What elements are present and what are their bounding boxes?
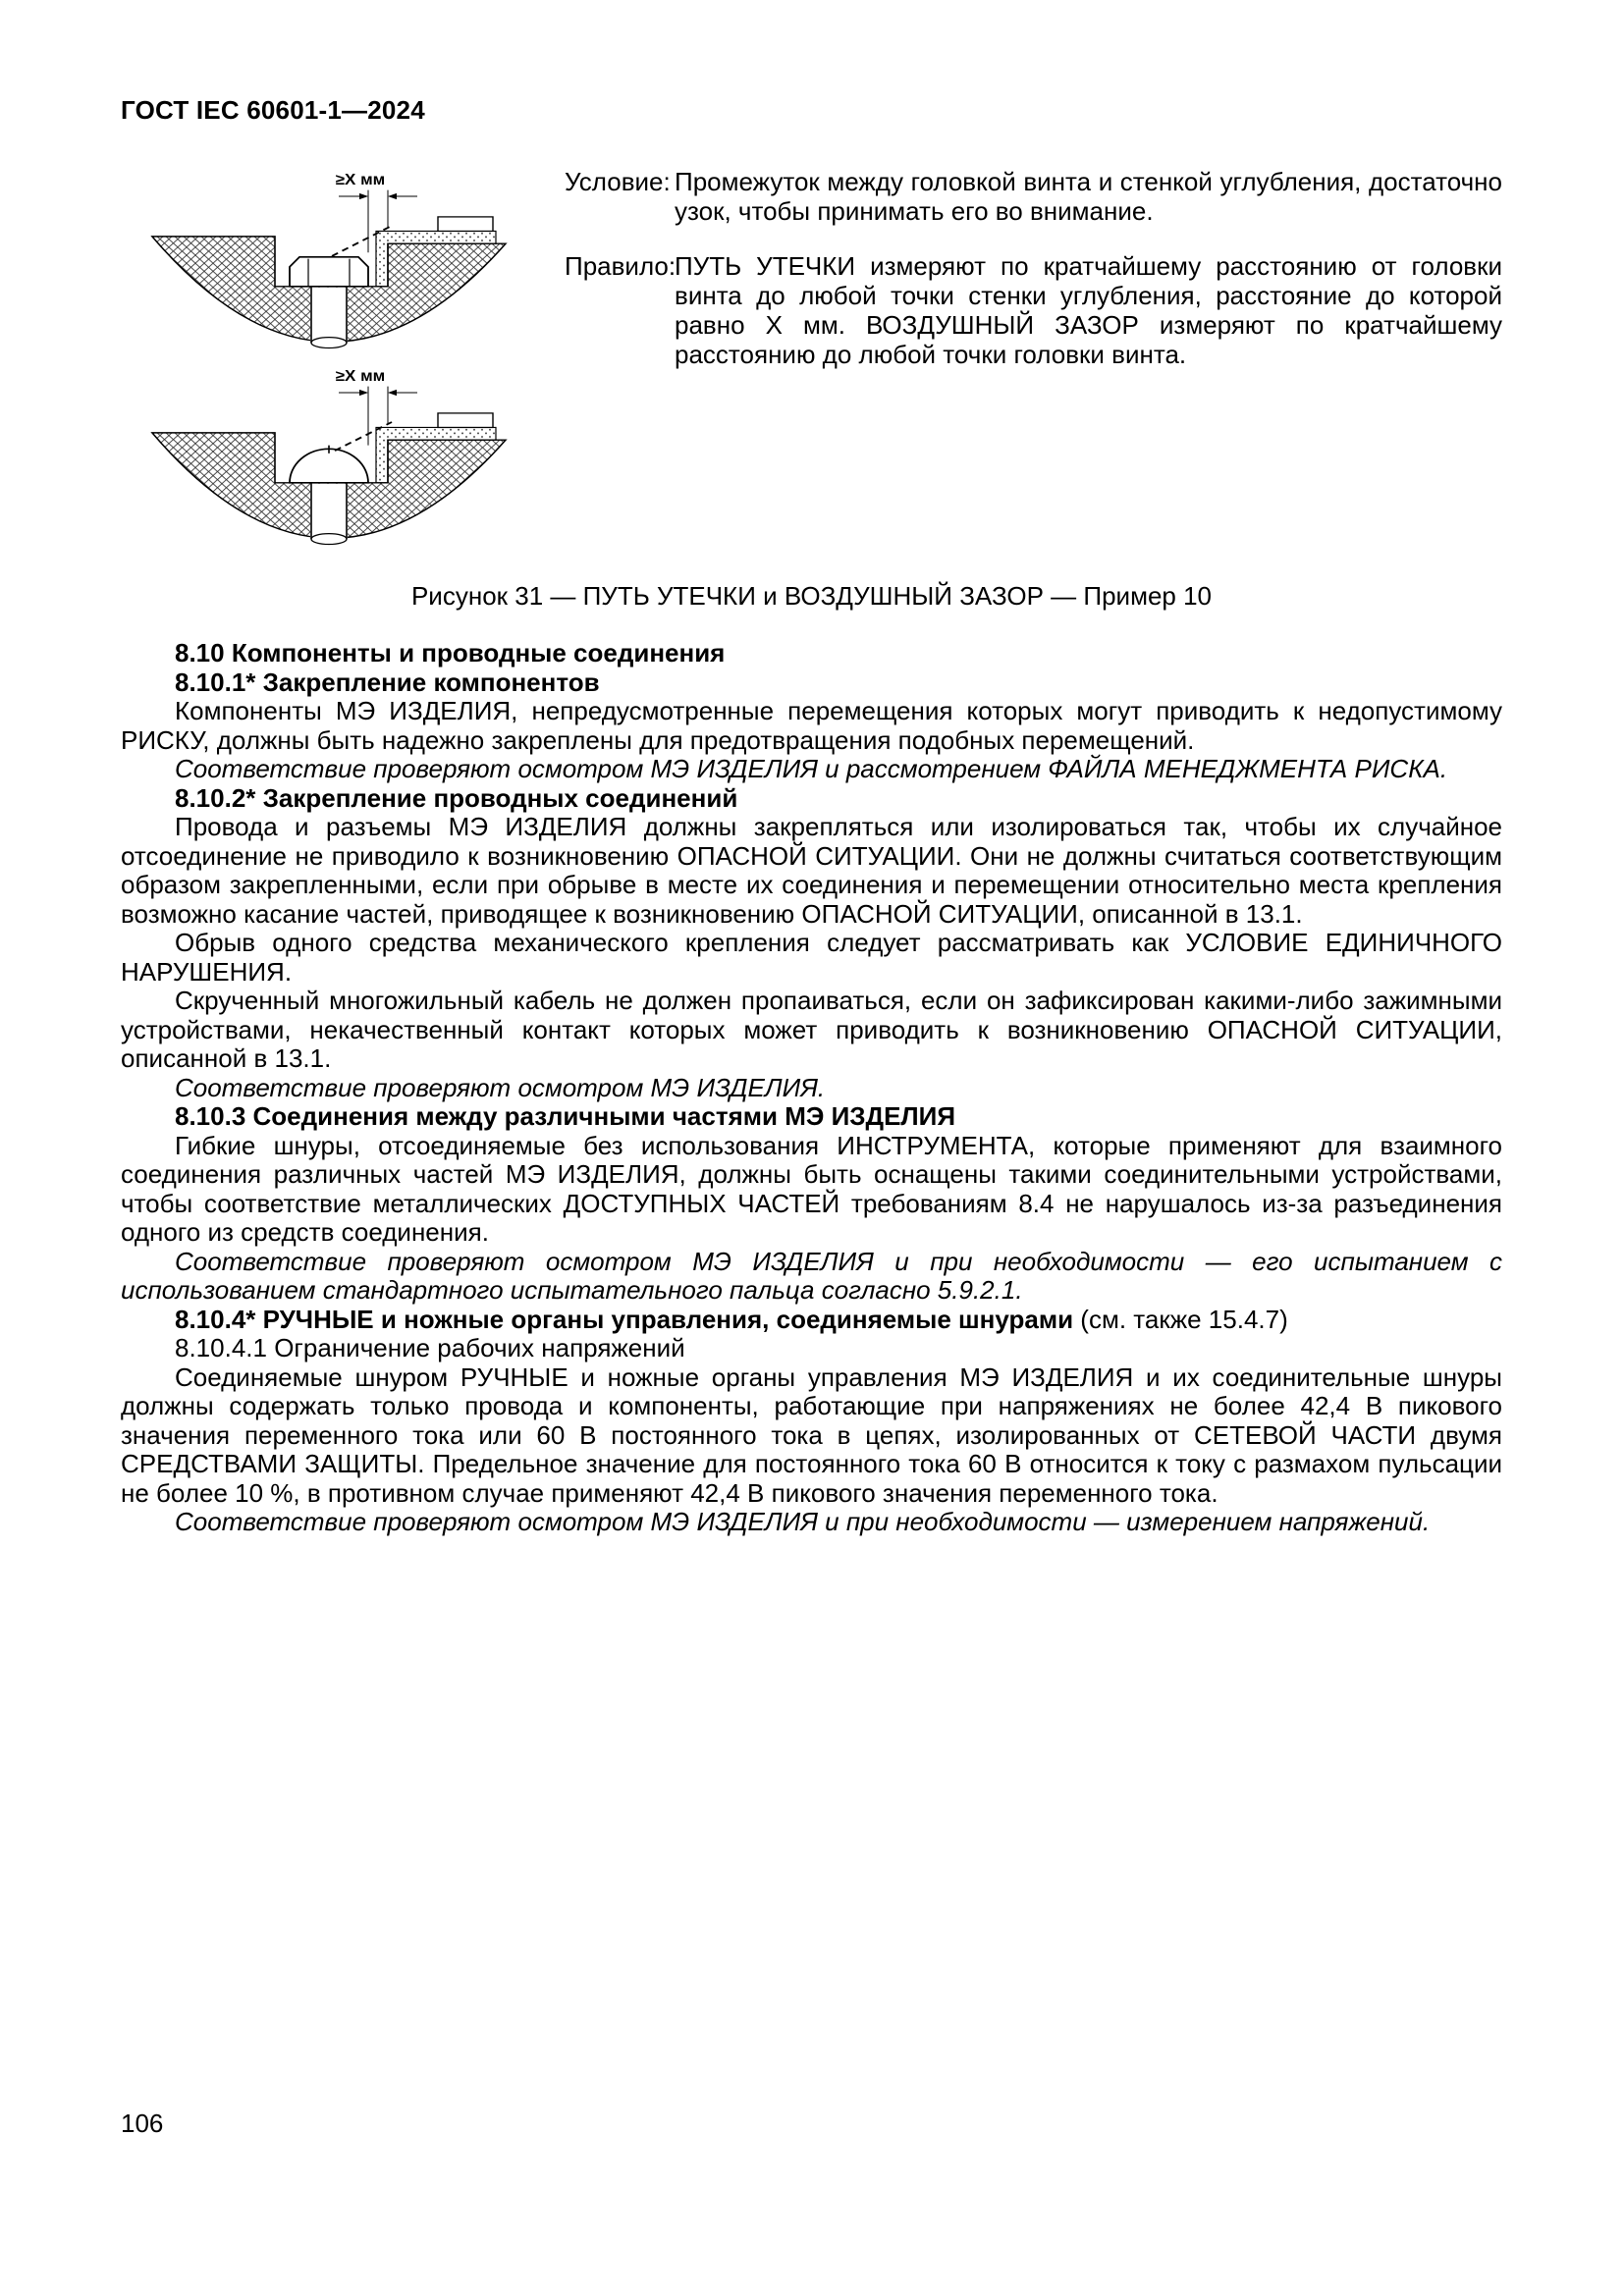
spacer-block [438,217,493,232]
section-heading-8-10: 8.10 Компоненты и проводные соединения [175,638,726,667]
condition-text: Промежуток между головкой винта и стенкой углубления, достаточно узок, чтобы принимать его во внимание. [675,167,1502,226]
compliance-paragraph: Соответствие проверяют осмотром МЭ ИЗДЕЛИЯ и при необходимости — измерением напряжений. [175,1507,1431,1536]
paragraph: Провода и разъемы МЭ ИЗДЕЛИЯ должны закрепляться или изолироваться так, чтобы их случайное отсоединение не приводило к возникновению ОПАСНОЙ СИТУАЦИИ. Они не должны считаться соответствующим образом закрепленными, если при обрыве в месте их соединения и перемещении относительно места крепления возможно касание частей, приводящее к возникновению ОПАСНОЙ СИТУАЦИИ, описанной в 13.1. [121,812,1502,929]
compliance-paragraph: Соответствие проверяют осмотром МЭ ИЗДЕЛИЯ и при необходимости — его испытанием с использованием стандартного испытательного пальца согласно 5.9.2.1. [121,1246,1502,1305]
compliance-paragraph: Соответствие проверяют осмотром МЭ ИЗДЕЛИЯ. [175,1072,826,1102]
dimension-arrow-right [388,390,397,396]
heading-bold-part: 8.10.4* РУЧНЫЕ и ножные органы управления, соединяемые шнурами [175,1304,1074,1334]
paragraph: Компоненты МЭ ИЗДЕЛИЯ, непредусмотренные перемещения которых могут приводить к недопустимому РИСКУ, должны быть надежно закреплены для предотвращения подобных перемещений. [121,696,1502,755]
heading-normal-part: (см. также 15.4.7) [1073,1304,1288,1334]
screw-shank-end [311,534,347,545]
section-heading-8-10-1: 8.10.1* Закрепление компонентов [175,667,600,697]
condition-label: Условие: [565,167,671,196]
dimension-arrow-left [359,193,368,199]
dimension-label: ≥X мм [335,367,386,385]
section-heading-8-10-3: 8.10.3 Соединения между различными частями МЭ ИЗДЕЛИЯ [175,1101,956,1131]
screw-hex-head [290,257,368,287]
screw-dome-head [290,449,368,483]
figure-31 [121,167,1502,560]
paragraph: Соединяемые шнуром РУЧНЫЕ и ножные органы управления МЭ ИЗДЕЛИЯ и их соединительные шнуры должны содержать только провода и компоненты, работающие при напряжениях не более 42,4 В пикового значения переменного тока или 60 В постоянного тока в цепях, изолированных от СЕТЕВОЙ ЧАСТИ двумя СРЕДСТВАМИ ЗАЩИТЫ. Предельное значение для постоянного тока 60 В относится к току с размахом пульсации не более 10 %, в противном случае применяют 42,4 В пикового значения переменного тока. [121,1362,1502,1508]
rule-text: ПУТЬ УТЕЧКИ измеряют по кратчайшему расстоянию от головки винта до любой точки стенки углубления, расстояние до которой равно X мм. ВОЗДУШНЫЙ ЗАЗОР измеряют по кратчайшему расстоянию до любой точки головки винта. [675,251,1502,369]
dimension-label: ≥X мм [335,171,386,188]
compliance-paragraph: Соответствие проверяют осмотром МЭ ИЗДЕЛИЯ и рассмотрением ФАЙЛА МЕНЕДЖМЕНТА РИСКА. [175,754,1448,783]
figure-caption: Рисунок 31 — ПУТЬ УТЕЧКИ и ВОЗДУШНЫЙ ЗАЗОР — Пример 10 [410,581,1213,611]
rule-entry [565,251,1502,369]
dimension-arrow-left [359,390,368,396]
screw-hole [310,484,348,540]
dimension-arrow-right [388,193,397,199]
condition-entry [565,167,1502,226]
page-number: 106 [121,2109,164,2138]
figure-diagram-top [142,167,515,363]
paragraph: Скрученный многожильный кабель не должен пропаиваться, если он зафиксирован какими-либо зажимными устройствами, некачественный контакт которых может приводить к возникновению ОПАСНОЙ СИТУАЦИИ, описанной в 13.1. [121,986,1502,1073]
spacer-block [438,413,493,428]
document-body [121,639,1502,1537]
figure-annotations [565,167,1502,560]
section-heading-8-10-4-1: 8.10.4.1 Ограничение рабочих напряжений [175,1333,685,1362]
screw-hole [310,288,348,344]
screw-shank-end [311,338,347,348]
rule-label: Правило: [565,251,677,281]
document-title: ГОСТ IEC 60601-1—2024 [121,95,425,125]
paragraph: Обрыв одного средства механического крепления следует рассматривать как УСЛОВИЕ ЕДИНИЧНОГО НАРУШЕНИЯ. [121,928,1502,987]
figure-diagram-bottom [142,363,515,560]
paragraph: Гибкие шнуры, отсоединяемые без использования ИНСТРУМЕНТА, которые применяют для взаимного соединения различных частей МЭ ИЗДЕЛИЯ, должны быть оснащены такими соединительными устройствами, чтобы соответствие металлических ДОСТУПНЫХ ЧАСТЕЙ требованиям 8.4 не нарушалось из-за разъединения одного из средств соединения. [121,1130,1502,1247]
section-heading-8-10-4 [121,1306,1502,1335]
section-heading-8-10-2: 8.10.2* Закрепление проводных соединений [175,782,738,813]
figure-diagrams [142,167,535,560]
